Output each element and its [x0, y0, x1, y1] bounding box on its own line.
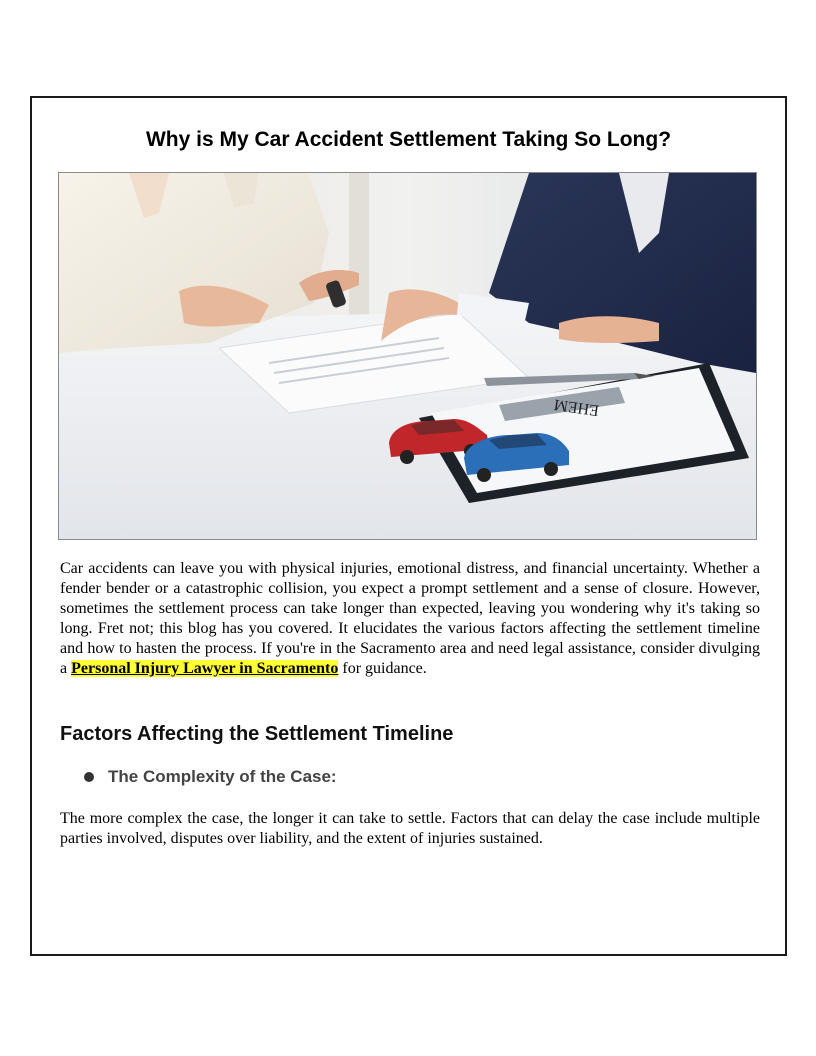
bullet-item	[84, 766, 337, 788]
bullet-icon	[84, 772, 94, 782]
intro-text-before-link: Car accidents can leave you with physical injuries, emotional distress, and financial uncertainty. Whether a fender bender or a catastrophic collision, you expect a prompt settlement and a sense of closure. However, sometimes the settlement process can take longer than expected, leaving you wondering why it's taking so long. Fret not; this blog has you covered. It elucidates the various factors affecting the settlement timeline and how to hasten the process. If you're in the Sacramento area and need legal assistance, consider divulging a	[60, 560, 760, 677]
clipboard-text: ЕНЕМ	[552, 395, 601, 419]
page-title: Why is My Car Accident Settlement Taking So Long?	[145, 128, 672, 151]
intro-text-after-link: for guidance.	[338, 660, 427, 677]
intro-paragraph	[60, 559, 760, 679]
hero-image	[58, 172, 757, 540]
section-heading: Factors Affecting the Settlement Timeline	[60, 723, 454, 745]
personal-injury-lawyer-link[interactable]: Personal Injury Lawyer in Sacramento	[71, 660, 339, 677]
bullet-label: The Complexity of the Case:	[108, 767, 337, 786]
detail-paragraph: The more complex the case, the longer it can take to settle. Factors that can delay the case include multiple parties involved, disputes over liability, and the extent of injuries sustained.	[60, 810, 760, 847]
consultation-illustration	[59, 173, 756, 539]
